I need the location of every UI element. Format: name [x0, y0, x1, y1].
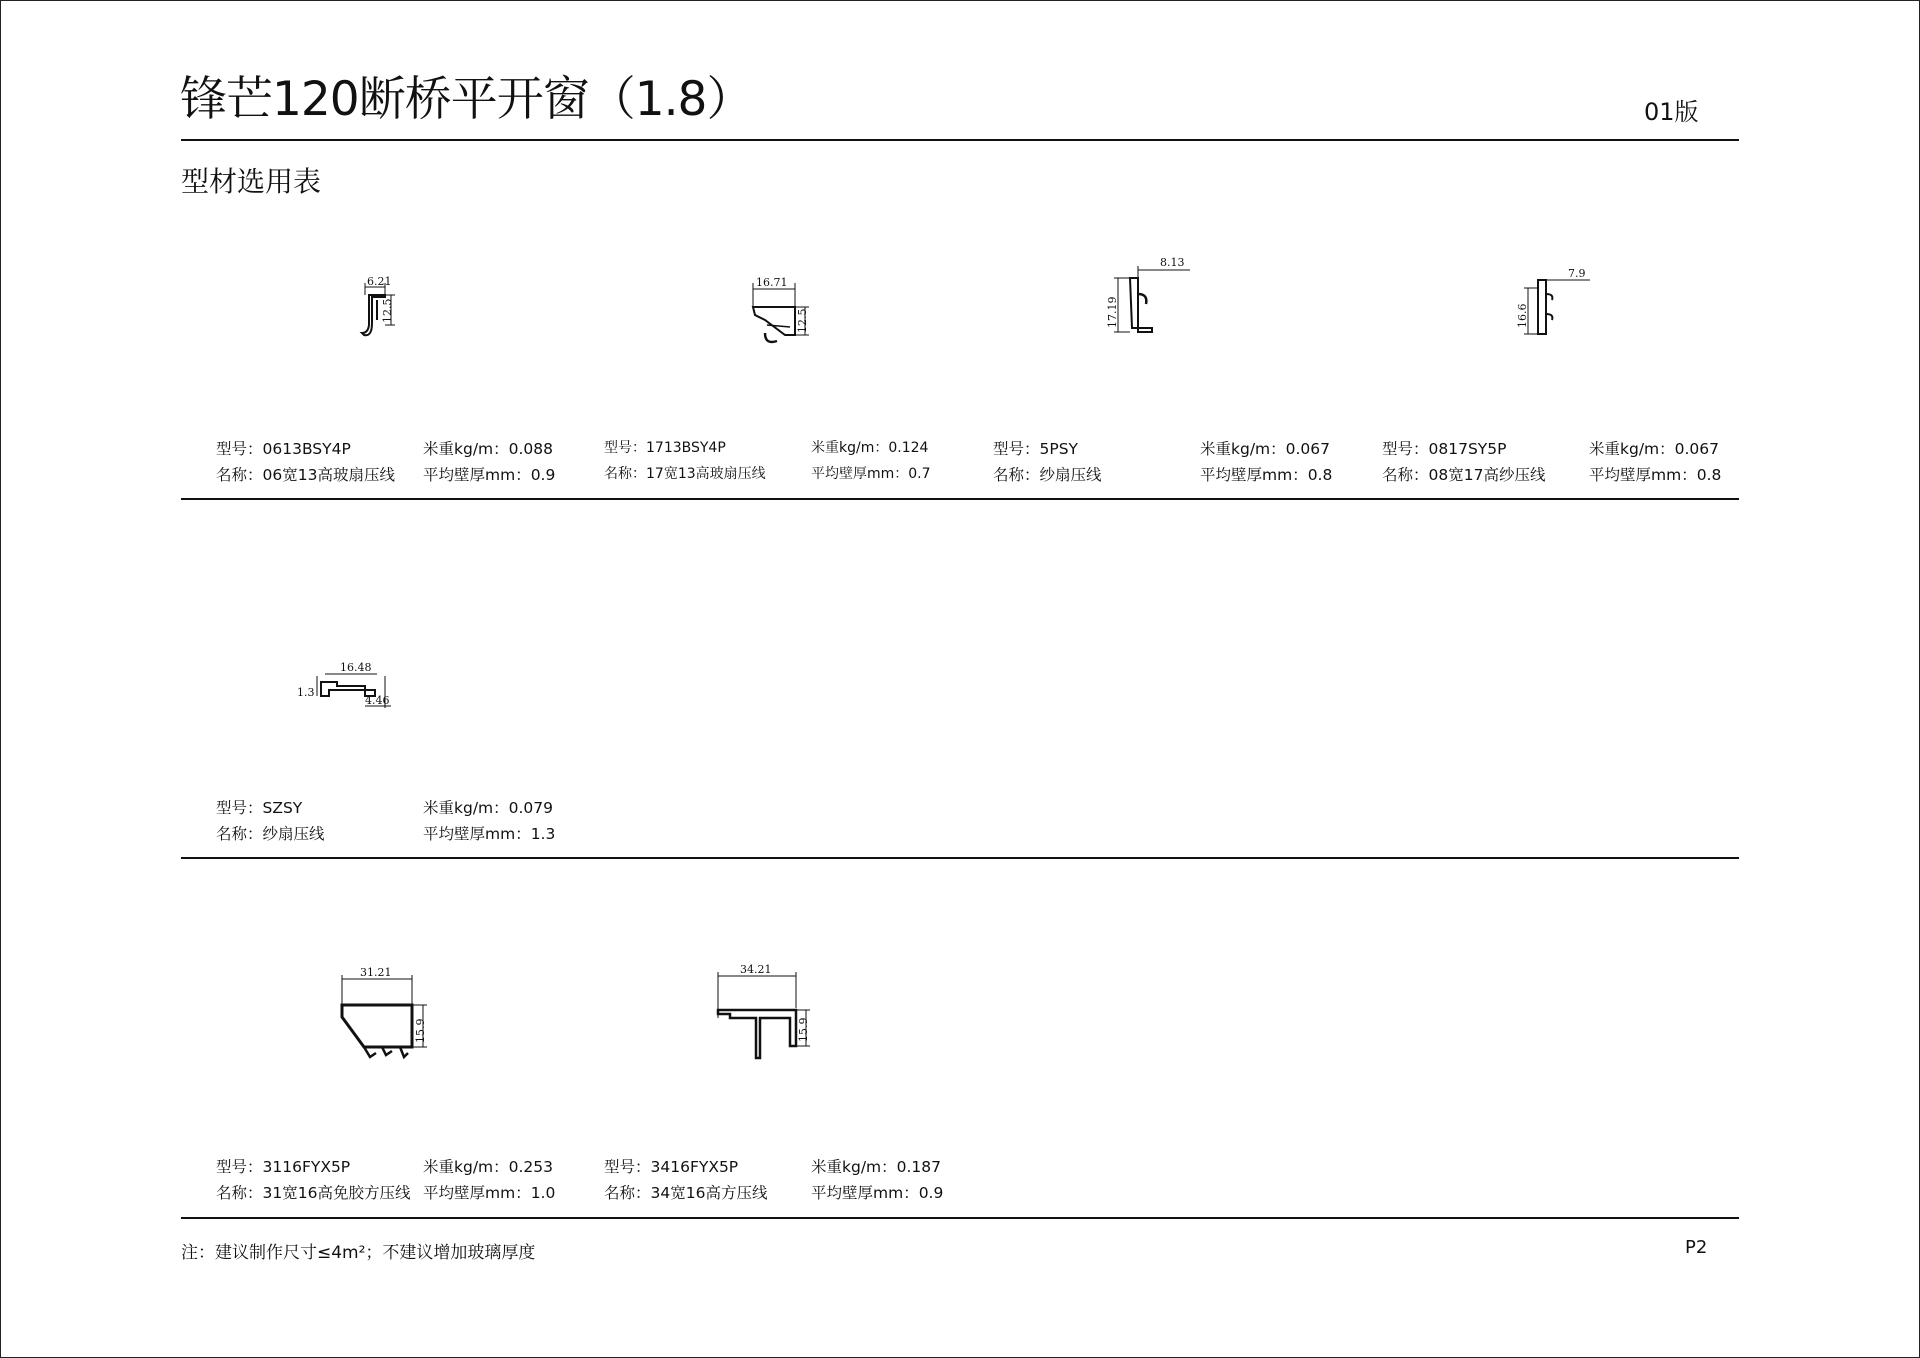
thickness-label: 平均壁厚mm：0.9 [423, 466, 556, 484]
title-divider [181, 139, 1739, 141]
name-label: 名称：纱扇压线 [993, 466, 1102, 484]
profile-drawing-5psy [1100, 252, 1210, 342]
thickness-label: 平均壁厚mm：0.8 [1589, 466, 1722, 484]
dimension-label: 16.6 [1516, 303, 1529, 328]
profile-drawing-1713bsy4p [745, 275, 825, 350]
dimension-label: 15.9 [414, 1018, 427, 1043]
dimension-label: 31.21 [360, 966, 392, 979]
dimension-label: 17.19 [1106, 296, 1119, 328]
dimension-label: 12.5 [381, 298, 394, 323]
thickness-label: 平均壁厚mm：0.9 [811, 1184, 944, 1202]
dimension-label: 4.46 [365, 694, 390, 707]
page-title: 锋芒120断桥平开窗（1.8） [180, 72, 753, 127]
dimension-label: 8.13 [1160, 256, 1185, 269]
dimension-label: 16.71 [756, 276, 788, 289]
dimension-label: 34.21 [740, 963, 772, 976]
thickness-label: 平均壁厚mm：1.0 [423, 1184, 556, 1202]
section-subtitle: 型材选用表 [181, 165, 322, 198]
footer-note: 注：建议制作尺寸≤4m²；不建议增加玻璃厚度 [181, 1243, 536, 1263]
profile-drawing-0613bsy4p [355, 275, 415, 345]
dimension-label: 15.9 [797, 1017, 810, 1042]
name-label: 名称：纱扇压线 [216, 825, 325, 843]
name-label: 名称：08宽17高纱压线 [1382, 466, 1546, 484]
weight-label: 米重kg/m：0.253 [423, 1158, 554, 1176]
profile-drawing-3416fyx5p [710, 962, 830, 1062]
row-divider [181, 1217, 1739, 1219]
model-label: 型号：0817SY5P [1382, 440, 1507, 458]
weight-label: 米重kg/m：0.067 [1589, 440, 1720, 458]
model-label: 型号：3116FYX5P [216, 1158, 351, 1176]
model-label: 型号：3416FYX5P [604, 1158, 739, 1176]
thickness-label: 平均壁厚mm：1.3 [423, 825, 556, 843]
dimension-label: 12.5 [796, 308, 809, 333]
name-label: 名称：17宽13高玻扇压线 [604, 466, 766, 482]
model-label: 型号：SZSY [216, 799, 303, 817]
profile-drawing-szsy [295, 656, 405, 716]
dimension-label: 1.3 [297, 686, 315, 699]
thickness-label: 平均壁厚mm：0.8 [1200, 466, 1333, 484]
profile-drawing-0817sy5p [1510, 266, 1600, 346]
row-divider [181, 498, 1739, 500]
name-label: 名称：34宽16高方压线 [604, 1184, 768, 1202]
model-label: 型号：1713BSY4P [604, 440, 726, 456]
dimension-label: 7.9 [1568, 267, 1586, 280]
dimension-label: 6.21 [367, 275, 392, 288]
edition-label: 01版 [1644, 98, 1699, 126]
model-label: 型号：0613BSY4P [216, 440, 351, 458]
page-number: P2 [1685, 1237, 1708, 1258]
weight-label: 米重kg/m：0.067 [1200, 440, 1331, 458]
model-label: 型号：5PSY [993, 440, 1079, 458]
weight-label: 米重kg/m：0.187 [811, 1158, 942, 1176]
name-label: 名称：31宽16高免胶方压线 [216, 1184, 411, 1202]
row-divider [181, 857, 1739, 859]
weight-label: 米重kg/m：0.124 [811, 440, 929, 456]
weight-label: 米重kg/m：0.079 [423, 799, 554, 817]
profile-drawing-3116fyx5p [330, 965, 450, 1065]
weight-label: 米重kg/m：0.088 [423, 440, 554, 458]
dimension-label: 16.48 [340, 661, 372, 674]
thickness-label: 平均壁厚mm：0.7 [811, 466, 931, 482]
name-label: 名称：06宽13高玻扇压线 [216, 466, 395, 484]
